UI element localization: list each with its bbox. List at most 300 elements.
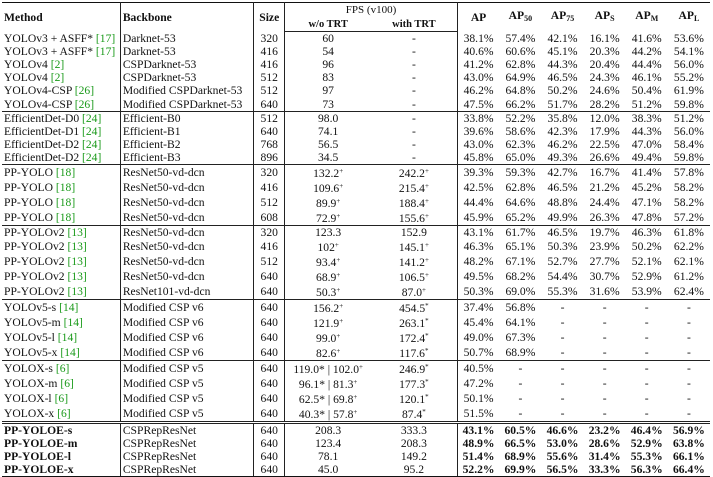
fps-wo-trt-cell [285, 450, 371, 463]
citation-link[interactable]: [13] [67, 255, 87, 269]
backbone-cell [120, 300, 253, 316]
size-cell-value: 416 [260, 240, 278, 254]
apl-cell-value: 58.2% [673, 180, 704, 194]
ap50-cell [499, 406, 541, 423]
ap75-cell [541, 138, 583, 151]
backbone-cell-value: ResNet50-vd-dcn [122, 225, 205, 239]
table-header [2, 3, 710, 32]
aps-cell-value: - [602, 407, 607, 421]
ap50-cell [499, 58, 541, 71]
ap75-cell-value: 46.5% [547, 180, 578, 194]
backbone-cell [120, 437, 253, 450]
size-cell [254, 300, 285, 316]
fps-wo-trt-cell-marker: + [336, 347, 341, 356]
citation-link[interactable]: [13] [67, 270, 87, 284]
apm-cell [626, 254, 668, 269]
method-name: EfficientDet-D2 [4, 137, 83, 151]
citation-link[interactable]: [24] [82, 111, 102, 125]
apl-cell-value: 62.2% [673, 240, 704, 254]
size-cell [254, 345, 285, 361]
method-name: PP-YOLO [4, 210, 56, 224]
backbone-cell [120, 391, 253, 406]
ap-cell-value: 45.9% [463, 210, 494, 224]
fps-wo-trt-cell-value: 50.3 [316, 286, 337, 300]
aps-cell-value: 19.7% [589, 225, 620, 239]
apl-cell [668, 45, 710, 58]
fps-wo-trt-cell [285, 151, 371, 165]
header-ap50 [499, 3, 541, 32]
backbone-cell [120, 195, 253, 210]
citation-link[interactable]: [6] [55, 362, 70, 376]
size-cell [254, 45, 285, 58]
table-row [2, 195, 710, 210]
backbone-cell-value: ResNet50-vd-dcn [122, 165, 205, 179]
method-name: YOLOv3 + ASFF* [4, 31, 96, 45]
fps-wo-trt-cell-value: 109.6 [313, 181, 340, 195]
ap-cell-value: 49.5% [463, 270, 494, 284]
ap75-cell-value: 51.7% [547, 97, 578, 111]
fps-wo-trt-cell-marker: + [339, 317, 344, 326]
apm-cell-value: 46.1% [631, 71, 662, 85]
header-ap50-label: AP [508, 9, 525, 23]
apl-cell-value: - [686, 407, 691, 421]
apm-cell-value: 51.2% [631, 97, 662, 111]
fps-with-trt-cell-value: 95.2 [403, 463, 425, 477]
fps-wo-trt-cell-value: 73 [322, 97, 334, 111]
header-method: Method [2, 3, 120, 32]
table-row [2, 138, 710, 151]
ap50-cell-value: 67.3% [505, 331, 536, 345]
aps-cell [584, 437, 626, 450]
apm-cell-value: 56.3% [630, 463, 663, 477]
fps-wo-trt-cell-value: 60 [322, 32, 334, 46]
size-cell-value: 640 [260, 285, 278, 299]
fps-with-trt-cell-marker: * [425, 393, 429, 402]
apl-cell-value: 51.2% [673, 111, 704, 125]
ap75-cell [541, 450, 583, 463]
fps-wo-trt-cell [285, 406, 371, 423]
size-cell [254, 225, 285, 239]
ap50-cell-value: 69.9% [504, 463, 537, 477]
fps-wo-trt-cell [285, 97, 371, 111]
ap-cell [457, 361, 499, 377]
fps-wo-trt-cell-value: 208.3 [315, 424, 342, 438]
citation-link[interactable]: [6] [60, 377, 74, 391]
aps-cell-value: 21.2% [589, 180, 620, 194]
aps-cell [584, 391, 626, 406]
fps-with-trt-cell-value: 87.0 [401, 286, 423, 300]
ap-cell [457, 423, 499, 438]
method-cell [2, 138, 120, 151]
fps-wo-trt-cell [285, 330, 371, 345]
fps-with-trt-cell-value: 149.2 [400, 450, 427, 464]
fps-wo-trt-cell [285, 210, 371, 226]
citation-link[interactable]: [24] [82, 124, 102, 138]
header-ap50-sub: 50 [524, 14, 533, 24]
ap-cell [457, 164, 499, 180]
aps-cell-value: 17.9% [589, 124, 620, 138]
ap-cell [457, 300, 499, 316]
method-name: YOLOv5-s [4, 301, 60, 315]
citation-link[interactable]: [6] [57, 407, 71, 421]
table-row [2, 164, 710, 180]
backbone-cell-value: ResNet50-vd-dcn [122, 180, 205, 194]
apl-cell [668, 437, 710, 450]
ap-cell-value: 45.8% [463, 150, 494, 164]
ap-cell [457, 225, 499, 239]
ap-cell [457, 32, 499, 46]
table-row [2, 315, 710, 330]
fps-with-trt-cell [371, 58, 457, 71]
table-row [2, 450, 710, 463]
header-apl-sub: L [693, 14, 700, 24]
ap-cell [457, 269, 499, 284]
fps-wo-trt-cell-marker: + [336, 286, 341, 295]
fps-wo-trt-cell-value: 82.6 [316, 347, 337, 361]
ap75-cell [541, 195, 583, 210]
fps-with-trt-cell-value: 87.4 [401, 408, 423, 422]
aps-cell-value: 24.6% [589, 84, 620, 98]
ap-cell [457, 391, 499, 406]
citation-link[interactable]: [24] [82, 137, 102, 151]
apl-cell-value: - [686, 301, 691, 315]
citation-link[interactable]: [14] [59, 301, 79, 315]
table-row [2, 97, 710, 111]
comparison-table [2, 2, 710, 477]
method-cell [2, 391, 120, 406]
ap50-cell [499, 345, 541, 361]
apl-cell-value: - [686, 316, 691, 330]
method-cell [2, 315, 120, 330]
apl-cell [668, 225, 710, 239]
citation-link[interactable]: [2] [50, 58, 65, 72]
method-name: PP-YOLOv2 [4, 285, 68, 299]
fps-wo-trt-cell-value: 72.9 [316, 211, 337, 225]
header-ap75-label: AP [550, 9, 567, 23]
ap-cell-value: 41.2% [463, 58, 494, 72]
fps-with-trt-cell [371, 111, 457, 125]
ap50-cell-value: - [518, 392, 523, 406]
aps-cell-value: 20.3% [589, 45, 620, 59]
backbone-cell [120, 225, 253, 239]
ap75-cell [541, 406, 583, 423]
size-cell-value: 640 [260, 377, 278, 391]
method-cell [2, 284, 120, 300]
fps-wo-trt-cell [285, 180, 371, 195]
method-name: PP-YOLOE-x [4, 463, 74, 477]
citation-link[interactable]: [17] [95, 31, 116, 45]
apl-cell-value: 59.8% [673, 97, 704, 111]
fps-with-trt-cell-value: 155.6 [398, 211, 425, 225]
backbone-cell [120, 138, 253, 151]
backbone-cell [120, 111, 253, 125]
ap50-cell-value: 64.8% [505, 84, 536, 98]
ap50-cell-value: 62.8% [505, 180, 536, 194]
fps-wo-trt-cell-marker: + [339, 302, 344, 311]
ap50-cell [499, 71, 541, 84]
size-cell [254, 391, 285, 406]
ap-cell-value: 39.3% [463, 165, 494, 179]
ap75-cell-value: 48.8% [547, 195, 578, 209]
apl-cell [668, 58, 710, 71]
ap-cell [457, 58, 499, 71]
ap75-cell-value: 55.3% [547, 285, 578, 299]
backbone-cell-value: Darknet-53 [122, 45, 176, 59]
citation-link[interactable]: [14] [60, 346, 80, 360]
fps-with-trt-cell-marker: * [425, 378, 429, 387]
method-name: PP-YOLO [4, 195, 56, 209]
header-fps-label: FPS (v100) [345, 4, 397, 16]
fps-with-trt-cell-marker: * [425, 317, 429, 326]
ap75-cell-value: - [560, 377, 565, 391]
method-cell [2, 180, 120, 195]
apl-cell [668, 254, 710, 269]
fps-with-trt-cell-value: 106.5 [398, 271, 425, 285]
aps-cell-value: 27.7% [589, 255, 620, 269]
table-row [2, 210, 710, 226]
size-cell-value: 640 [260, 301, 278, 315]
apl-cell-value: 62.1% [673, 255, 704, 269]
apm-cell [626, 376, 668, 391]
apm-cell-value: - [644, 377, 649, 391]
backbone-cell-value: Efficient-B0 [122, 111, 181, 125]
fps-wo-trt-cell [285, 71, 371, 84]
table-row [2, 463, 710, 477]
ap50-cell [499, 284, 541, 300]
apl-cell [668, 376, 710, 391]
size-cell-value: 640 [260, 331, 278, 345]
backbone-cell-value: Modified CSPDarknet-53 [122, 84, 243, 98]
method-cell [2, 239, 120, 254]
fps-wo-trt-cell [285, 376, 371, 391]
apl-cell [668, 164, 710, 180]
ap50-cell-value: 65.0% [505, 150, 536, 164]
apl-cell [668, 71, 710, 84]
ap75-cell [541, 376, 583, 391]
apm-cell-value: 47.8% [631, 210, 662, 224]
fps-wo-trt-cell-marker: + [339, 181, 344, 190]
size-cell [254, 32, 285, 46]
ap50-cell [499, 210, 541, 226]
ap75-cell-value: 49.3% [547, 150, 578, 164]
apm-cell-value: 50.4% [631, 84, 662, 98]
fps-with-trt-cell [371, 225, 457, 239]
ap50-cell [499, 225, 541, 239]
table-row [2, 345, 710, 361]
fps-wo-trt-cell-marker: + [353, 378, 358, 387]
ap75-cell-value: - [560, 392, 565, 406]
backbone-cell-value: Modified CSP v6 [122, 346, 204, 360]
backbone-cell-value: Efficient-B3 [122, 150, 181, 164]
ap-cell-value: 44.4% [463, 195, 494, 209]
ap-cell-value: 43.0% [463, 137, 494, 151]
fps-wo-trt-cell-value: 123.4 [315, 437, 342, 451]
ap75-cell [541, 151, 583, 165]
apm-cell-value: 45.2% [631, 180, 662, 194]
fps-with-trt-cell [371, 284, 457, 300]
citation-link[interactable]: [13] [67, 285, 87, 299]
citation-link[interactable]: [18] [55, 195, 76, 209]
apm-cell [626, 463, 668, 477]
ap50-cell [499, 84, 541, 97]
header-fps [285, 3, 457, 18]
fps-with-trt-cell-marker: * [425, 363, 429, 372]
citation-link[interactable]: [13] [67, 225, 87, 239]
fps-with-trt-cell-value: 152.9 [400, 225, 427, 239]
fps-with-trt-cell-value: - [411, 71, 416, 85]
citation-link[interactable]: [26] [74, 97, 95, 111]
aps-cell-value: 22.5% [589, 137, 620, 151]
aps-cell-value: - [602, 331, 607, 345]
citation-link[interactable]: [14] [63, 316, 83, 330]
method-cell [2, 84, 120, 97]
fps-with-trt-cell-marker: * [424, 347, 429, 356]
apl-cell [668, 84, 710, 97]
ap-cell-value: 43.1% [463, 225, 494, 239]
size-cell [254, 437, 285, 450]
apm-cell-value: - [644, 316, 649, 330]
size-cell-value: 640 [260, 270, 278, 284]
citation-link[interactable]: [17] [95, 45, 116, 59]
apl-cell-value: 55.2% [673, 71, 704, 85]
citation-link[interactable]: [18] [55, 165, 76, 179]
fps-wo-trt-cell [285, 463, 371, 477]
table-row [2, 180, 710, 195]
ap75-cell [541, 300, 583, 316]
ap50-cell [499, 450, 541, 463]
fps-with-trt-cell [371, 391, 457, 406]
aps-cell [584, 284, 626, 300]
ap50-cell-value: 65.1% [505, 240, 536, 254]
size-cell [254, 151, 285, 165]
fps-with-trt-cell [371, 45, 457, 58]
apl-cell [668, 315, 710, 330]
apl-cell-value: 61.9% [673, 84, 704, 98]
size-cell [254, 450, 285, 463]
backbone-cell [120, 97, 253, 111]
header-aps-label: AP [594, 9, 611, 23]
header-ap75 [541, 3, 583, 32]
ap75-cell [541, 284, 583, 300]
method-cell [2, 406, 120, 423]
aps-cell-value: - [602, 316, 607, 330]
ap75-cell-value: 45.1% [547, 45, 578, 59]
fps-with-trt-cell-value: - [411, 150, 416, 164]
ap75-cell-value: 35.8% [547, 111, 578, 125]
ap50-cell [499, 300, 541, 316]
citation-link[interactable]: [13] [67, 240, 87, 254]
table-row [2, 300, 710, 316]
fps-wo-trt-cell [285, 239, 371, 254]
apm-cell-value: - [644, 346, 649, 360]
size-cell-value: 320 [260, 165, 278, 179]
citation-link[interactable]: [6] [54, 392, 69, 406]
aps-cell [584, 138, 626, 151]
citation-link[interactable]: [18] [55, 180, 76, 194]
fps-with-trt-cell-value: 208.3 [400, 437, 427, 451]
ap50-cell-value: 69.0% [505, 285, 536, 299]
ap50-cell-value: 68.9% [504, 450, 537, 464]
citation-link[interactable]: [24] [82, 150, 102, 164]
citation-link[interactable]: [2] [50, 71, 65, 85]
method-cell [2, 45, 120, 58]
table-body [2, 32, 710, 477]
fps-with-trt-cell-value: - [411, 58, 416, 72]
fps-with-trt-cell [371, 164, 457, 180]
table-row [2, 32, 710, 46]
citation-link[interactable]: [26] [74, 84, 95, 98]
size-cell-value: 608 [260, 210, 278, 224]
table-row [2, 437, 710, 450]
fps-with-trt-cell-value: 120.1 [399, 393, 426, 407]
fps-wo-trt-cell-marker: + [336, 271, 341, 280]
ap-cell-value: 40.5% [463, 362, 494, 376]
fps-with-trt-cell-value: 246.9 [399, 363, 426, 377]
ap-cell-value: 47.5% [463, 97, 494, 111]
ap-cell-value: 43.1% [462, 424, 495, 438]
backbone-cell-value: ResNet101-vd-dcn [122, 285, 211, 299]
apl-cell [668, 423, 710, 438]
backbone-cell [120, 71, 253, 84]
aps-cell [584, 225, 626, 239]
ap50-cell [499, 239, 541, 254]
size-cell-value: 416 [260, 180, 278, 194]
ap75-cell [541, 84, 583, 97]
aps-cell-value: 31.6% [589, 285, 620, 299]
header-aps [584, 3, 626, 32]
ap-cell [457, 195, 499, 210]
ap50-cell-value: - [518, 362, 523, 376]
backbone-cell [120, 330, 253, 345]
fps-wo-trt-cell-value: 34.5 [318, 150, 339, 164]
ap75-cell [541, 345, 583, 361]
ap50-cell [499, 315, 541, 330]
header-fps-with-trt [371, 17, 457, 32]
header-fps-with-trt-label: with TRT [392, 19, 436, 30]
citation-link[interactable]: [18] [55, 210, 76, 224]
fps-wo-trt-cell [285, 284, 371, 300]
citation-link[interactable]: [14] [57, 331, 78, 345]
backbone-cell [120, 315, 253, 330]
fps-with-trt-cell-value: 454.5 [399, 302, 426, 316]
apl-cell-value: 56.0% [673, 58, 704, 72]
fps-with-trt-cell-value: 333.3 [400, 424, 427, 438]
ap-cell [457, 315, 499, 330]
fps-wo-trt-cell-marker: + [336, 196, 341, 205]
ap75-cell [541, 463, 583, 477]
apm-cell-value: 44.4% [631, 58, 662, 72]
size-cell-value: 512 [260, 111, 278, 125]
ap-cell [457, 97, 499, 111]
aps-cell [584, 300, 626, 316]
apl-cell-value: - [686, 392, 691, 406]
ap50-cell [499, 391, 541, 406]
size-cell-value: 640 [260, 346, 278, 360]
ap-cell [457, 254, 499, 269]
apm-cell-value: 49.4% [631, 150, 662, 164]
size-cell [254, 71, 285, 84]
fps-with-trt-cell-value: 215.4 [398, 181, 425, 195]
method-cell [2, 210, 120, 226]
fps-with-trt-cell-marker: * [422, 408, 426, 417]
aps-cell [584, 361, 626, 377]
ap75-cell [541, 71, 583, 84]
fps-wo-trt-cell-value: 96.1* | 81.3 [298, 378, 354, 392]
ap75-cell [541, 32, 583, 46]
aps-cell-value: 30.7% [589, 270, 620, 284]
fps-wo-trt-cell-value: 89.9 [316, 196, 337, 210]
apl-cell [668, 239, 710, 254]
